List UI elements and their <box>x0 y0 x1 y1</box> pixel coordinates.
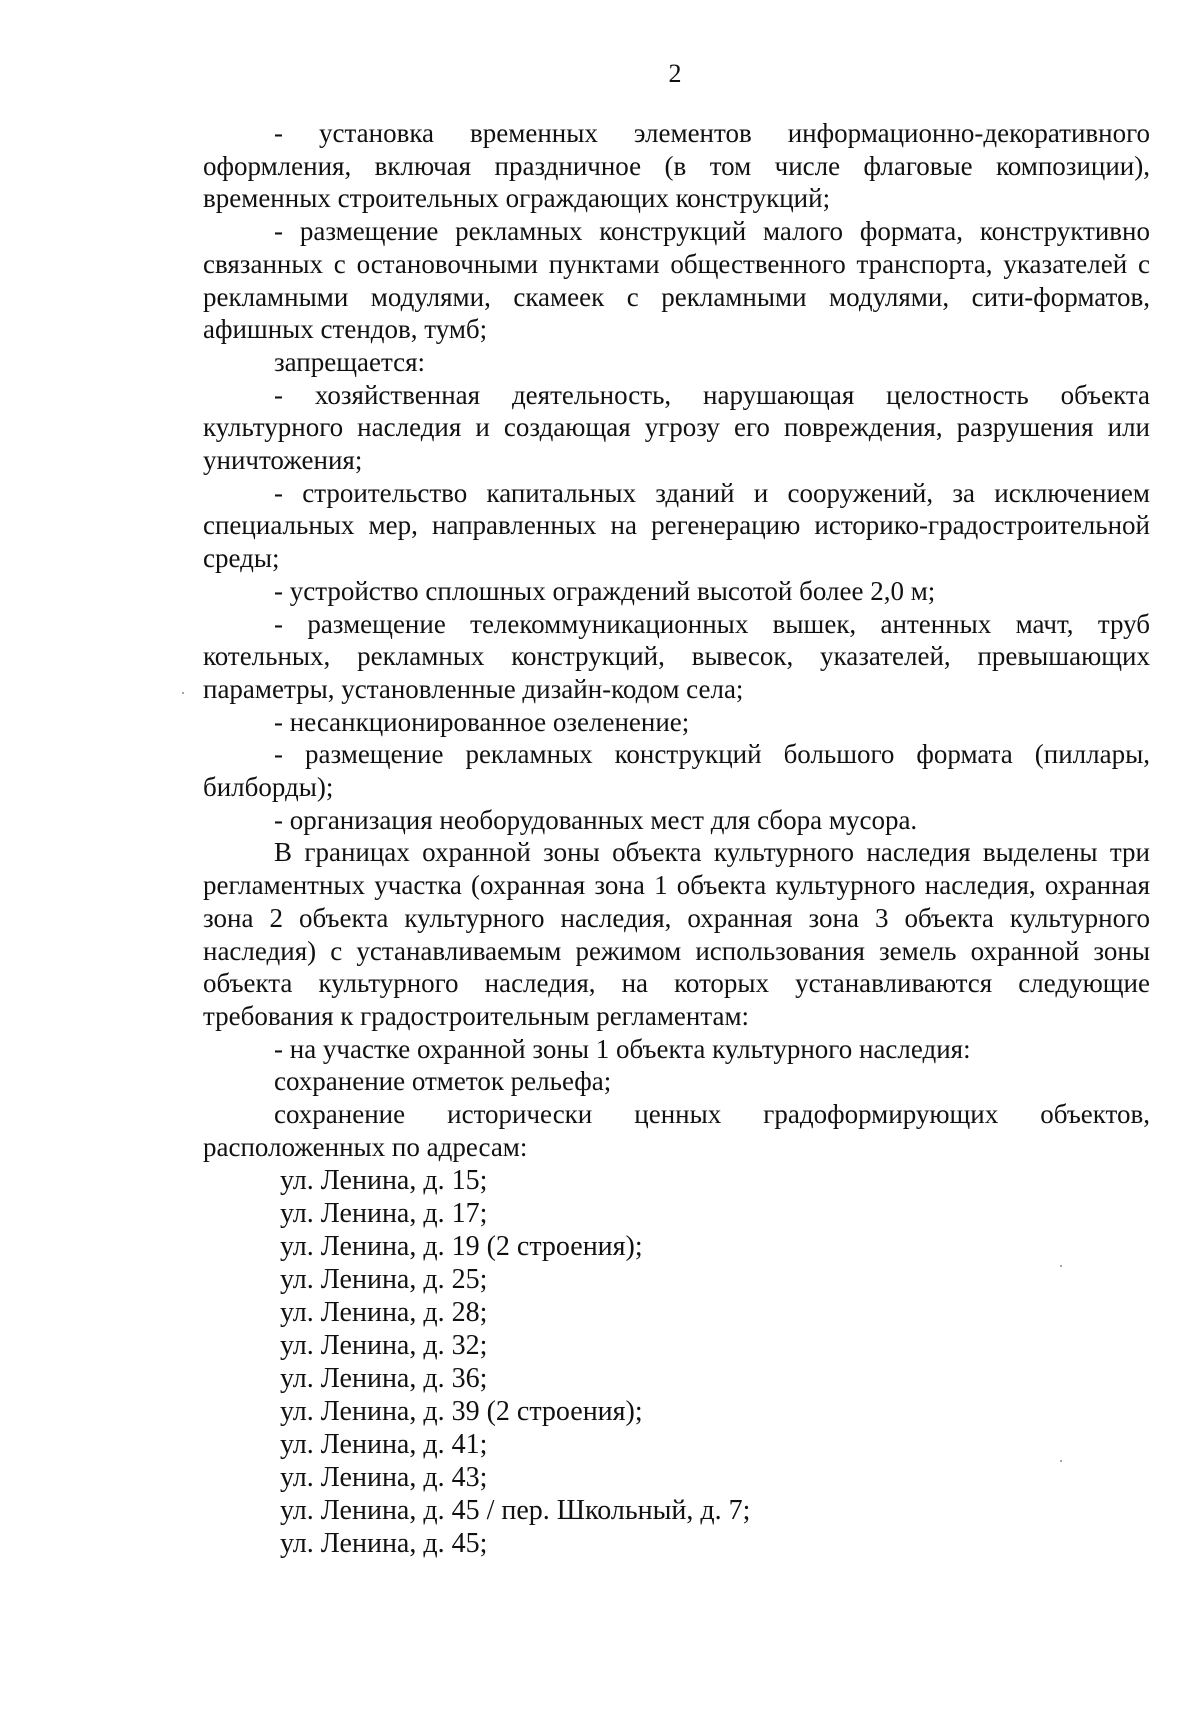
address-item: ул. Ленина, д. 15; <box>280 1164 488 1196</box>
address-item: ул. Ленина, д. 28; <box>280 1296 488 1328</box>
scan-speck <box>182 692 184 694</box>
paragraph-regulatory-sections: В границах охранной зоны объекта культурного наследия выделены три регламентных участка (охранная зона 1 объекта культурного наследия, охранная зона 2 объекта культурного наследия, охранная зона 3 объекта культурного наследия) с устанавливаемым режимом использования земель охранной зоны объекта культурного наследия, на которых устанавливаются следующие требования к градостроительным регламентам: <box>203 837 1150 1031</box>
scan-speck <box>1060 1460 1062 1462</box>
address-item: ул. Ленина, д. 39 (2 строения); <box>280 1395 643 1427</box>
address-item: ул. Ленина, д. 45 / пер. Школьный, д. 7; <box>280 1494 751 1526</box>
address-item: ул. Ленина, д. 36; <box>280 1362 488 1394</box>
paragraph-unauthorized-greening: - несанкционированное озеленение; <box>274 706 690 737</box>
address-list <box>203 1164 1150 1560</box>
paragraph-large-format-ads: - размещение рекламных конструкций большого формата (пиллары, билборды); <box>203 739 1150 803</box>
paragraph-capital-construction: - строительство капитальных зданий и сооружений, за исключением специальных мер, направленных на регенерацию историко-градостроительной среды; <box>203 477 1150 574</box>
address-item: ул. Ленина, д. 19 (2 строения); <box>280 1230 643 1262</box>
paragraph-zone-1-heading: - на участке охранной зоны 1 объекта культурного наследия: <box>274 1033 971 1064</box>
paragraph-economic-activity: - хозяйственная деятельность, нарушающая целостность объекта культурного наследия и создающая угрозу его повреждения, разрушения или уничтожения; <box>203 379 1150 476</box>
paragraph-prohibited-heading: запрещается: <box>274 346 426 377</box>
address-item: ул. Ленина, д. 17; <box>280 1197 488 1229</box>
paragraph-relief-preservation: сохранение отметок рельефа; <box>274 1066 612 1097</box>
paragraph-garbage-sites: - организация необорудованных мест для сбора мусора. <box>274 804 918 835</box>
paragraph-small-format-ads: - размещение рекламных конструкций малого формата, конструктивно связанных с остановочными пунктами общественного транспорта, указателей с рекламными модулями, скамеек с рекламными модулями, сити-форматов, афишных стендов, тумб; <box>203 216 1150 345</box>
address-item: ул. Ленина, д. 45; <box>280 1527 488 1559</box>
paragraph-historic-objects: сохранение исторически ценных градоформирующих объектов, расположенных по адресам: <box>203 1099 1150 1162</box>
address-item: ул. Ленина, д. 43; <box>280 1461 488 1493</box>
paragraph-solid-fences: - устройство сплошных ограждений высотой более 2,0 м; <box>274 575 936 606</box>
address-item: ул. Ленина, д. 41; <box>280 1428 488 1460</box>
address-item: ул. Ленина, д. 25; <box>280 1263 488 1295</box>
page-number: 2 <box>668 59 682 88</box>
address-item: ул. Ленина, д. 32; <box>280 1329 488 1361</box>
paragraph-temporary-elements: - установка временных элементов информационно-декоративного оформления, включая праздничное (в том числе флаговые композиции), временных строительных ограждающих конструкций; <box>203 118 1150 214</box>
document-body <box>203 117 1150 1560</box>
paragraph-telecom-towers: - размещение телекоммуникационных вышек, антенных мачт, труб котельных, рекламных конструкций, вывесок, указателей, превышающих параметры, установленные дизайн-кодом села; <box>203 608 1150 704</box>
scan-speck <box>1060 1265 1062 1267</box>
